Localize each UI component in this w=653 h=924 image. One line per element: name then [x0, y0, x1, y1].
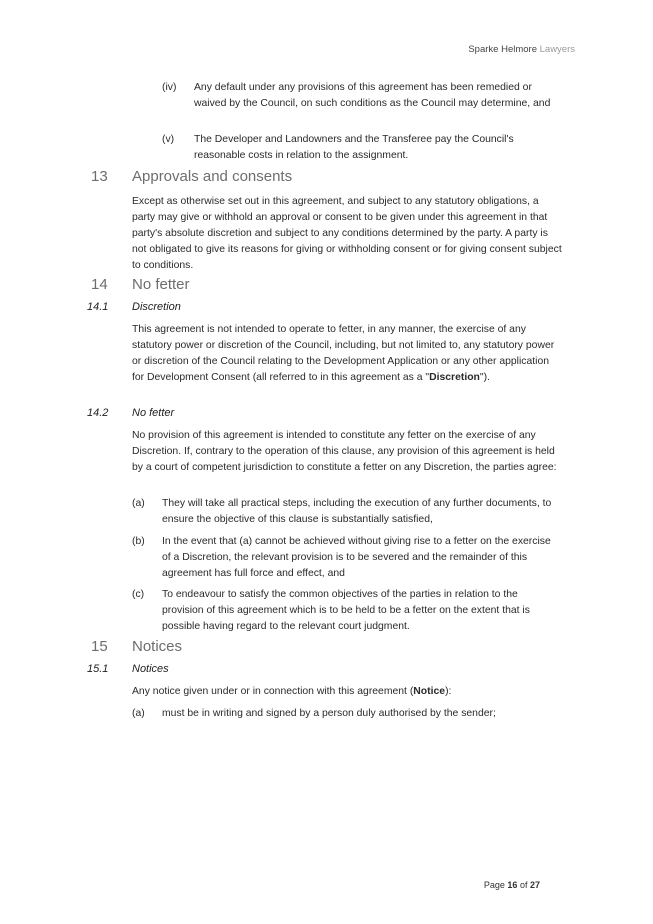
- item-label-15-a: (a): [132, 708, 145, 719]
- item-text-b: In the event that (a) cannot be achieved without giving rise to a fetter on the exercise of a Discretion, the relevant provision is to be severed and the remainder of this agreement has full force and effect, and: [162, 536, 551, 579]
- clause-14-1-body-text: This agreement is not intended to operate to fetter, in any manner, the exercise of any statutory power or discretion of the Council, including, but not limited to, any statutory power or discretion of the Council relating to the Development Application or any other application for Development Consent (all referred to in this agreement as a ": [132, 324, 555, 383]
- section-15-number: 15: [91, 638, 108, 655]
- clause-15-1-number: 15.1: [87, 663, 109, 675]
- clause-15-1-body-end: ):: [445, 686, 452, 697]
- section-13-number: 13: [91, 168, 108, 185]
- firm-name: Sparke Helmore: [468, 44, 537, 55]
- clause-15-1-body: [132, 684, 562, 700]
- clause-14-1-body: [132, 322, 562, 386]
- item-label-c: (c): [132, 589, 145, 600]
- item-text-iv: Any default under any provisions of this agreement has been remedied or waived by the Council, on such conditions as the Council may determine, and: [194, 82, 551, 109]
- page-number: 16: [507, 880, 518, 890]
- defined-term-notice: Notice: [413, 686, 446, 697]
- item-label-a: (a): [132, 498, 145, 509]
- section-13-title: Approvals and consents: [132, 168, 293, 185]
- page-footer: [484, 880, 540, 890]
- clause-14-2-number: 14.2: [87, 407, 109, 419]
- item-text-c: To endeavour to satisfy the common objectives of the parties in relation to the provision of this agreement which is to be held to be a fetter on the extent that is possible having regard to the relevant court judgment.: [162, 589, 530, 632]
- item-text-v: The Developer and Landowners and the Transferee pay the Council's reasonable costs in relation to the assignment.: [194, 134, 514, 161]
- clause-14-2-body: No provision of this agreement is intended to constitute any fetter on the exercise of any Discretion. If, contrary to the operation of this clause, any provision of this agreement is held by a court of competent jurisdiction to constitute a fetter on any Discretion, the parties agree:: [132, 430, 557, 473]
- page-of: of: [519, 880, 528, 890]
- item-label-v: (v): [162, 134, 175, 145]
- item-text-15-a: must be in writing and signed by a person duly authorised by the sender;: [162, 708, 496, 719]
- section-13-body: Except as otherwise set out in this agreement, and subject to any statutory obligations, a party may give or withhold an approval or consent to be given under this agreement in that party's absolute discretion and subject to any conditions determined by the party. A party is not obligated to give its reasons for giving or withholding consent or for giving consent subject to conditions.: [132, 196, 562, 271]
- page-total: 27: [529, 880, 540, 890]
- section-14-title: No fetter: [132, 276, 190, 293]
- clause-15-1-body-text: Any notice given under or in connection with this agreement (: [132, 686, 414, 697]
- clause-14-2-title: No fetter: [132, 407, 175, 419]
- clause-14-1-body-end: ").: [479, 372, 490, 383]
- section-14-number: 14: [91, 276, 108, 293]
- clause-14-1-title: Discretion: [132, 301, 181, 313]
- firm-suffix: Lawyers: [539, 44, 575, 55]
- firm-header: [468, 44, 575, 55]
- page-prefix: Page: [483, 880, 505, 890]
- item-label-b: (b): [132, 536, 145, 547]
- clause-15-1-title: Notices: [132, 663, 169, 675]
- defined-term-discretion: Discretion: [429, 372, 480, 383]
- item-label-iv: (iv): [162, 82, 177, 93]
- section-15-title: Notices: [132, 638, 183, 655]
- clause-14-1-number: 14.1: [87, 301, 109, 313]
- item-text-a: They will take all practical steps, including the execution of any further documents, to ensure the objective of this clause is substantially satisfied,: [162, 498, 552, 525]
